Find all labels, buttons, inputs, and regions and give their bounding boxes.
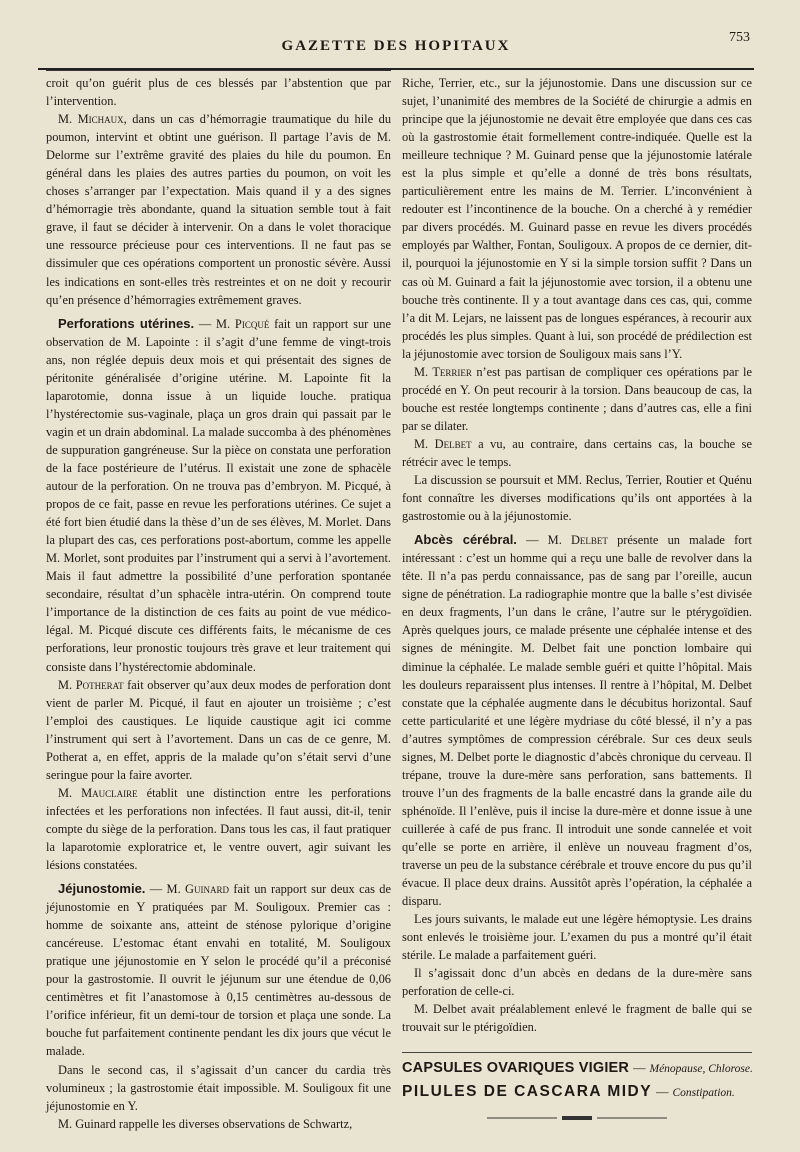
- advertisement-product: PILULES DE CASCARA MIDY: [402, 1082, 653, 1100]
- advertisement: [402, 1059, 752, 1078]
- speaker-name: — M. Picqué: [194, 316, 270, 331]
- paragraph: [402, 435, 752, 471]
- paragraph-text: fait un rapport sur deux cas de jéjunostomie en Y pratiquées par M. Souligoux. Premier cas : homme de soixante ans, atteint de sténose pylorique d’origine cancéreuse. L’estomac étant envahi en totalité, M. Souligoux pratique une jéjunostomie en Y selon le procédé qu’il a préconisé pour la gastrostomie. Il ouvrit le jéjunum sur une étendue de 0,06 centimètres et fit l’anastomose à 0,15 centimètres au-dessous de l’orifice inférieur, fit un demi-tour de torsion et plaça une sonde. La bouche fut parfaitement continente pendant les dix jours que vécut le malade.: [46, 882, 391, 1059]
- advertisement-product: CAPSULES OVARIQUES VIGIER: [402, 1060, 630, 1077]
- journal-title: GAZETTE DES HOPITAUX: [281, 38, 511, 54]
- advertisement-indication: Constipation.: [672, 1086, 735, 1099]
- ornament-divider: [402, 1110, 752, 1128]
- paragraph-text: n’est pas partisan de compliquer ces opérations par le procédé en Y. On peut recourir à la torsion. Dans beaucoup de cas, la bouche est restée longtemps continente ; dans d’autres cas, elle a fini par se dilater.: [402, 364, 752, 433]
- section-heading: Jéjunostomie.: [58, 881, 146, 897]
- speaker-name: M. Potherat: [58, 677, 124, 692]
- paragraph-text: fait observer qu’aux deux modes de perforation dont vient de parler M. Picqué, il faut en ajouter un troisième ; c’est l’emploi des caustiques. Le liquide caustique agit ici comme l’instrument qui sert à l’avortement. Dans un cas de ce genre, M. Potherat a, en effet, appris de la malade qu’on s’était servi d’une seringue pour la faire avorter.: [46, 677, 392, 782]
- section-abces-cerebral: [402, 531, 752, 910]
- section-jejunostomie: [46, 880, 391, 1060]
- section-heading: Abcès cérébral.: [414, 532, 517, 548]
- advertisement-dash: —: [656, 1084, 669, 1099]
- paragraph: croit qu’on guérit plus de ces blessés par l’abstention que par l’intervention.: [46, 76, 391, 109]
- paragraph: [46, 110, 391, 309]
- speaker-name: M. Michaux,: [58, 112, 127, 127]
- paragraph: Riche, Terrier, etc., sur la jéjunostomie. Dans une discussion sur ce sujet, l’unanimité des membres de la Société de chirurgie a admis en principe que la jéjunostomie ne devait être employée que dans ces cas où la gastrostomie était formellement contre-indiquée. Quelle est la meilleure technique ? M. Guinard pense que la jéjunostomie latérale est la plus simple et qu’elle a donné de très bons résultats, particulièrement entre les mains de M. Terrier. L’inconvénient à redouter est l’incontinence de la bouche. On a cherché à y remédier par divers procédés. M. Guinard passe en revue les divers procédés employés par Walther, Fontan, Souligoux. A propos de ce dernier, dit-il, pourquoi la jéjunostomie en Y si la simple torsion suffit ? Dans un cas où M. Guinard a fait la jéjunostomie avec torsion, il a obtenu une bouche très continente. Il y a tout avantage dans ces cas, qui, comme l’a dit M. Lejars, ne laissent pas de longues espérances, à recourir aux procédés les plus simples. Quant à lui, son procédé de prédilection est la jéjunostomie avec torsion de Souligoux mais sans l’Y.: [402, 76, 752, 361]
- paragraph-text: présente un malade fort intéressant : c’est un homme qui a reçu une balle de revolver dans la tête. Il n’a pas perdu connaissance, pas de sang par l’oreille, aucun signe de pénétration. La radiographie montre que la balle s’est divisée en deux fragments, l’un dans le crâne, l’autre sur le ptérygoïdien. Après quelques jours, ce malade présente une céphalée intense et des signes de méningite. M. Delbet fait une ponction lombaire qui diminue la céphalée. Le malade semble guéri et quitte l’hôpital. Mais les douleurs reparaissent plus intenses. Il rentre à l’hôpital, M. Delbet constate que la céphalée augmente dans le décubitus horizontal. Sauf cette particularité et une légère mydriase du côté blessé, il n’y a pas d’autres symptômes de compression cérébrale. Sur ces deux seuls signes, M. Delbet porte le diagnostic d’abcès chronique du cerveau. Il trépane, trouve la dure-mère sans perforation, sans battements. Il trouve l’un des fragments de la balle encastré dans la grande aile du sphénoïde. Il l’enlève, puis il incise la dure-mère et donne issue à une cuillerée à café de pus franc. Il introduit une sonde cannelée et voit qu’elle se porte en arrière, il enlève un nouveau fragment d’os, traverse un peu de la substance cérébrale et trouve encore du pus qu’il évacue. Il place deux drains. Aussitôt après l’opération, la céphalée a disparu.: [402, 533, 752, 909]
- left-column: [46, 74, 391, 1133]
- paragraph: [46, 676, 391, 784]
- advertisement-indication: Ménopause, Chlorose.: [649, 1063, 753, 1076]
- paragraph: [402, 363, 752, 435]
- paragraph: M. Delbet avait préalablement enlevé le fragment de balle qui se trouvait sur le ptérigoïdien.: [402, 1002, 752, 1035]
- page-number: 753: [729, 30, 750, 45]
- advertisements: [402, 1052, 752, 1127]
- right-column: [402, 74, 752, 1128]
- speaker-name: — M. Delbet: [516, 533, 608, 548]
- paragraph: M. Guinard rappelle les diverses observations de Schwartz,: [58, 1116, 353, 1131]
- speaker-name: M. Mauclaire: [58, 785, 138, 800]
- paragraph-text: établit une distinction entre les perforations infectées et les perforations non infectées. Il faut aussi, dit-il, tenir compte du siège de la perforation. Dans tous les cas, il faut pratiquer la laparotomie exploratrice et, le ventre ouvert, agir suivant les lésions constatées.: [46, 785, 391, 873]
- speaker-name: — M. Guinard: [145, 882, 229, 897]
- paragraph: [46, 784, 391, 874]
- speaker-name: M. Delbet: [414, 436, 472, 451]
- ornament-rule-icon: [487, 1115, 667, 1121]
- paragraph: Il s’agissait donc d’un abcès en dedans de la dure-mère sans perforation de celle-ci.: [402, 966, 752, 999]
- paragraph-text: a vu, au contraire, dans certains cas, la bouche se rétrécir avec le temps.: [402, 436, 752, 469]
- paragraph-text: fait un rapport sur une observation de M. Lapointe : il s’agit d’une femme de vingt-trois ans, non réglée depuis deux mois et qui présentait des signes de péritonite généralisée d’origine utérine. M. Lapointe fit la laparotomie, donna issue à un liquide louche. pratiqua l’hystérectomie sus-vaginale, plaça un gros drain qui passait par le vagin et un drain abdominal. La malade succomba à des phénomènes de suppuration gangréneuse. Sur la pièce on constata une perforation de la face postérieure de l’utérus. Il existait une zone de sphacèle autour de la perforation. On ne trouva pas d’embryon. M. Picqué, à propos de ce fait, passe en revue les perforations utérines. Ce sujet a été fort bien étudié dans la thèse d’un de ses élèves, M. Morlet. Dans la plupart des cas, ces perforations post-abortum, comme les appelle M. Morlet, sont produites par l’instrument qui a servi à l’avortement. Mais il faut admettre la possibilité d’une perforation spontanée secondaire, résultat d’un sphacèle intra-utérin. On comprend toute l’importance de la distinction de ces faits au point de vue médico-légal. M. Picqué discute ces différents faits, le mécanisme de ces perforations, leur pronostic toujours très grave et leur traitement qui consiste dans l’hystérectomie abdominale.: [46, 316, 391, 674]
- paragraph: La discussion se poursuit et MM. Reclus, Terrier, Routier et Quénu font connaître les diverses modifications qu’ils ont apportées à la gastrostomie ou à la jéjunostomie.: [402, 473, 752, 524]
- advertisement-dash: —: [633, 1061, 646, 1076]
- section-heading: Perforations utérines.: [58, 315, 195, 331]
- advertisement: [402, 1083, 752, 1102]
- speaker-name: M. Terrier: [414, 364, 472, 379]
- page-header: [38, 28, 754, 70]
- paragraph: Les jours suivants, le malade eut une légère hémoptysie. Les drains sont enlevés le troisième jour. L’examen du pus a montré qu’il était stérile. Le malade a parfaitement guéri.: [402, 912, 752, 963]
- section-perforations: [46, 315, 391, 676]
- paragraph: Dans le second cas, il s’agissait d’un cancer du cardia très volumineux ; la gastrostomie était impossible. M. Souligoux fit une jéjunostomie en Y.: [46, 1062, 391, 1113]
- paragraph-text: dans un cas d’hémorragie traumatique du hile du poumon, intervint et obtint une guérison. Il partage l’avis de M. Delorme sur l’extrême gravité des plaies du hile du poumon. En général dans les plaies des autres parties du poumon, on voit les choses s’arranger par l’expectation. Mais quand il y a des signes d’hémorragie très abondante, quand la situation semble tout à fait grave, il faut se décider à intervenir. On a dans le volet thoracique une ressource précieuse pour ces interventions. Il ne faut pas se dissimuler que ces opérations comportent un pronostic sévère. Aussi les indications en sont-elles très restreintes et on ne doit y recourir qu’en présence d’hémorragies extrêmement graves.: [46, 112, 392, 307]
- left-column-top-rule: [46, 70, 391, 71]
